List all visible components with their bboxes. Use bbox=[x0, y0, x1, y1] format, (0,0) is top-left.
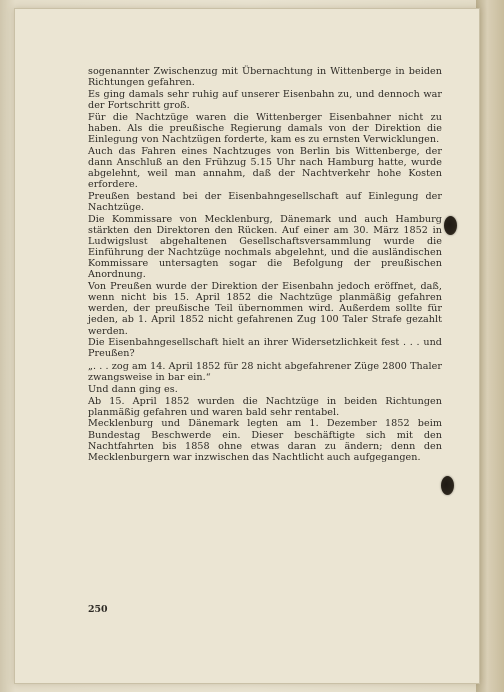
paragraph: Es ging damals sehr ruhig auf unserer Eisenbahn zu, und dennoch war der Fortschritt groß. bbox=[88, 88, 442, 111]
body-text bbox=[88, 66, 442, 463]
page-number: 250 bbox=[88, 604, 108, 615]
punch-hole-lower bbox=[441, 476, 454, 495]
paragraph: Die Kommissare von Mecklenburg, Dänemark und auch Hamburg stärkten den Direktoren den Rücken. Auf einer am 30. März 1852 in Ludwigslust abgehaltenen Gesellschaftsversammlung wurde die Einführung der Nachtzüge nochmals abgelehnt, und die ausländischen Kommissare untersagten sogar die Befolgung der preußischen Anordnung. bbox=[88, 213, 442, 281]
paragraph: Mecklenburg und Dänemark legten am 1. Dezember 1852 beim Bundestag Beschwerde ein. Dieser beschäftigte sich mit den Nachtfahrten bis 1858 ohne etwas daran zu ändern; denn den Mecklenburgern war inzwischen das Nachtlicht auch aufgegangen. bbox=[88, 418, 442, 463]
punch-hole-upper bbox=[444, 216, 457, 235]
binding-edge bbox=[476, 0, 504, 692]
paragraph: Die Eisenbahngesellschaft hielt an ihrer Widersetzlichkeit fest . . . und Preußen? bbox=[88, 337, 442, 360]
paragraph: sogenannter Zwischenzug mit Übernachtung in Wittenberge in beiden Richtungen gefahren. bbox=[88, 66, 442, 89]
paragraph: Von Preußen wurde der Direktion der Eisenbahn jedoch eröffnet, daß, wenn nicht bis 15. April 1852 die Nachtzüge planmäßig gefahren werden, der preußische Teil übernommen wird. Außerdem sollte für jeden, ab 1. April 1852 nicht gefahrenen Zug 100 Taler Strafe gezahlt werden. bbox=[88, 280, 442, 337]
paragraph: Auch das Fahren eines Nachtzuges von Berlin bis Wittenberge, der dann Anschluß an den Frühzug 5.15 Uhr nach Hamburg hatte, wurde abgelehnt, weil man annahm, daß der Nachtverkehr hohe Kosten erfordere. bbox=[88, 145, 442, 191]
paragraph: Für die Nachtzüge waren die Wittenberger Eisenbahner nicht zu haben. Als die preußische Regierung damals von der Direktion die Einlegung von Nachtzügen forderte, kam es zu ernsten Verwicklungen. bbox=[88, 111, 442, 145]
paragraph: Preußen bestand bei der Eisenbahngesellschaft auf Einlegung der Nachtzüge. bbox=[88, 190, 442, 213]
paragraph: Und dann ging es. bbox=[88, 383, 178, 395]
paragraph: „. . . zog am 14. April 1852 für 28 nicht abgefahrener Züge 2800 Thaler zwangsweise in bar ein.“ bbox=[88, 361, 442, 384]
paragraph: Ab 15. April 1852 wurden die Nachtzüge in beiden Richtungen planmäßig gefahren und waren bald sehr rentabel. bbox=[88, 395, 442, 418]
